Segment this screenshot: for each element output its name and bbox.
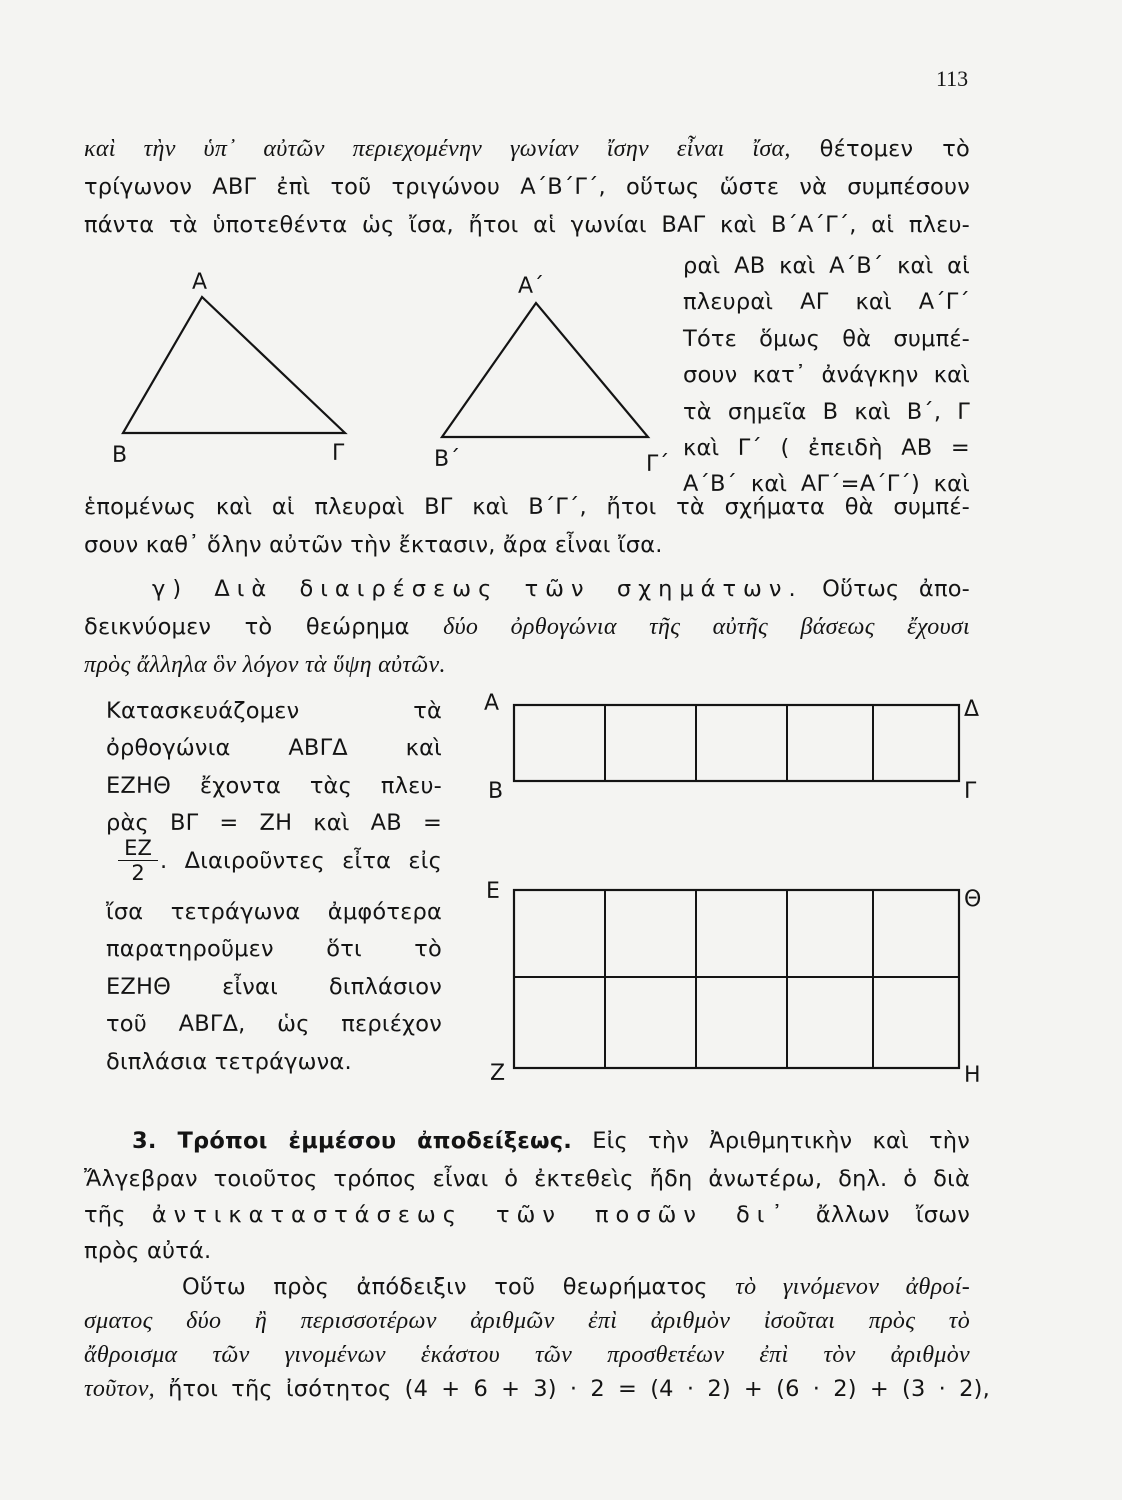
triangle-abg-prime (442, 303, 648, 437)
triangle-abg (123, 297, 345, 433)
label-vertex-a: Α (484, 691, 500, 716)
text-line: τοῦ ΑΒΓΔ, ὡς περιέχον (106, 1011, 442, 1038)
text-run: Εἰς τὴν Ἀριθμητικὴν καὶ τὴν (572, 1128, 971, 1154)
text-line (160, 846, 442, 876)
rectangle-abgd (514, 705, 959, 781)
label-vertex-g: Γ (964, 779, 977, 804)
text-column (106, 894, 442, 1081)
text-line: ὀρθογώνια ΑΒΓΔ καὶ (106, 735, 442, 762)
text-line (84, 1374, 990, 1404)
text-run: δεικνύομεν τὸ θεώρημα (84, 614, 444, 640)
triangles-figure (100, 265, 700, 477)
side-line: σουν κατ᾽ ἀνάγκην καὶ (683, 362, 970, 389)
text-run: θέτομεν τὸ (790, 136, 970, 162)
text-line: παρατηροῦμεν ὅτι τὸ (106, 936, 442, 963)
text-line (84, 1340, 970, 1370)
text-line: ΕΖΗΘ ἔχοντα τὰς πλευ- (106, 772, 442, 799)
text-line: ἴσα τετράγωνα ἀμφότερα (106, 899, 442, 925)
italic-text: τοῦτον, (84, 1376, 155, 1402)
side-line: πλευραὶ ΑΓ καὶ Α΄Γ΄ (683, 289, 970, 316)
side-text (683, 248, 970, 503)
text-line: Κατασκευάζομεν τὰ (106, 698, 442, 724)
italic-text: τὸ γινόμενον ἀθροί- (735, 1274, 970, 1300)
text-run: ἄλλων ἴσων (789, 1202, 970, 1228)
text-line (152, 574, 970, 604)
text-line: ἑπομένως καὶ αἱ πλευραὶ ΒΓ καὶ Β΄Γ΄, ἤτοι τὰ σχήματα θὰ συμπέ- (84, 494, 970, 520)
text-line (84, 612, 970, 642)
side-line: Τότε ὅμως θὰ συμπέ- (683, 325, 970, 352)
text-line: διπλάσια τετράγωνα. (106, 1048, 352, 1075)
text-line (182, 1272, 970, 1302)
label-vertex-a-prime: Α΄ (518, 274, 545, 299)
label-vertex-e: Ε (486, 879, 500, 904)
italic-text: πρὸς ἄλληλα ὃν λόγον τὰ ὕψη αὐτῶν. (84, 652, 446, 678)
label-vertex-g-prime: Γ΄ (646, 452, 670, 477)
text-line: σουν καθ᾽ ὅλην αὐτῶν τὴν ἔκτασιν, ἄρα εἶναι ἴσα. (84, 532, 663, 558)
text-line: ΕΖΗΘ εἶναι διπλάσιον (106, 973, 442, 1000)
text-line: πάντα τὰ ὑποτεθέντα ὡς ἴσα, ἤτοι αἱ γωνίαι ΒΑΓ καὶ Β΄Α΄Γ΄, αἱ πλευ- (84, 212, 970, 238)
text-run: Οὕτως ἀπο- (802, 576, 970, 602)
text-line (84, 134, 970, 164)
italic-text: καὶ τὴν ὑπ᾽ αὐτῶν περιεχομένην γωνίαν ἴσην εἶναι ἴσα, (84, 136, 791, 162)
side-line: ραὶ ΑΒ καὶ Α΄Β΄ καὶ αἱ (683, 253, 970, 279)
spaced-text: γ) Διὰ διαιρέσεως τῶν σχημάτων. (152, 576, 803, 602)
side-line: Α΄Β΄ καὶ ΑΓ΄=Α΄Γ΄) καὶ (683, 471, 970, 498)
text-line: ρὰς ΒΓ = ΖΗ καὶ ΑΒ = (106, 810, 442, 837)
italic-text: σματος δύο ἢ περισσοτέρων ἀριθμῶν ἐπὶ ἀριθμὸν ἰσοῦται πρὸς τὸ (84, 1308, 970, 1334)
label-vertex-b: Β (112, 443, 128, 468)
label-vertex-z: Ζ (490, 1061, 506, 1086)
text-line (84, 1306, 970, 1336)
fraction (118, 836, 158, 885)
side-line: τὰ σημεῖα Β καὶ Β΄, Γ (683, 398, 970, 425)
fraction-numerator: ΕΖ (118, 836, 158, 861)
label-vertex-d: Δ (964, 697, 980, 722)
page-number: 113 (936, 66, 969, 91)
text-line (84, 650, 446, 680)
text-line (84, 1200, 970, 1230)
spaced-text: ἀντικαταστάσεως τῶν ποσῶν δι᾽ (151, 1202, 790, 1228)
label-vertex-b: Β (488, 779, 504, 804)
label-vertex-h: Η (964, 1063, 981, 1088)
text-line: τρίγωνον ΑΒΓ ἐπὶ τοῦ τριγώνου Α΄Β΄Γ΄, οὕτως ὥστε νὰ συμπέσουν (84, 174, 970, 200)
rectangle-ezhth (514, 890, 959, 1068)
label-vertex-a: Α (192, 270, 208, 295)
text-line (132, 1126, 970, 1156)
text-run: Οὕτω πρὸς ἀπόδειξιν τοῦ θεωρήματος (182, 1274, 736, 1300)
italic-text: ἄθροισμα τῶν γινομένων ἑκάστου τῶν προσθετέων ἐπὶ τὸν ἀριθμὸν (84, 1342, 970, 1368)
text-line: Ἄλγεβραν τοιοῦτος τρόπος εἶναι ὁ ἐκτεθεὶς ἤδη ἀνωτέρω, δηλ. ὁ διὰ (84, 1166, 970, 1192)
label-vertex-b-prime: Β΄ (434, 447, 461, 472)
text-run: τῆς (84, 1202, 152, 1228)
italic-text: δύο ὀρθογώνια τῆς αὐτῆς βάσεως ἔχουσι (443, 614, 970, 640)
label-vertex-g: Γ (332, 441, 345, 466)
fraction-denominator: 2 (131, 861, 145, 885)
text-run: ἤτοι τῆς ἰσότητος (4 + 6 + 3) · 2 = (4 · 2) + (6 · 2) + (3 · 2), (154, 1376, 990, 1402)
rectangle-abgd-figure (478, 690, 998, 804)
text-column (106, 693, 442, 843)
rectangle-ezhth-figure (478, 879, 998, 1088)
section-heading: 3. Τρόποι ἐμμέσου ἀποδείξεως. (132, 1128, 573, 1154)
side-line: καὶ Γ΄ ( ἐπειδὴ ΑΒ = (683, 435, 970, 462)
label-vertex-th: Θ (964, 887, 982, 912)
text-line: πρὸς αὐτά. (84, 1238, 212, 1264)
text-run: . Διαιροῦντες εἶτα εἰς (160, 848, 442, 874)
